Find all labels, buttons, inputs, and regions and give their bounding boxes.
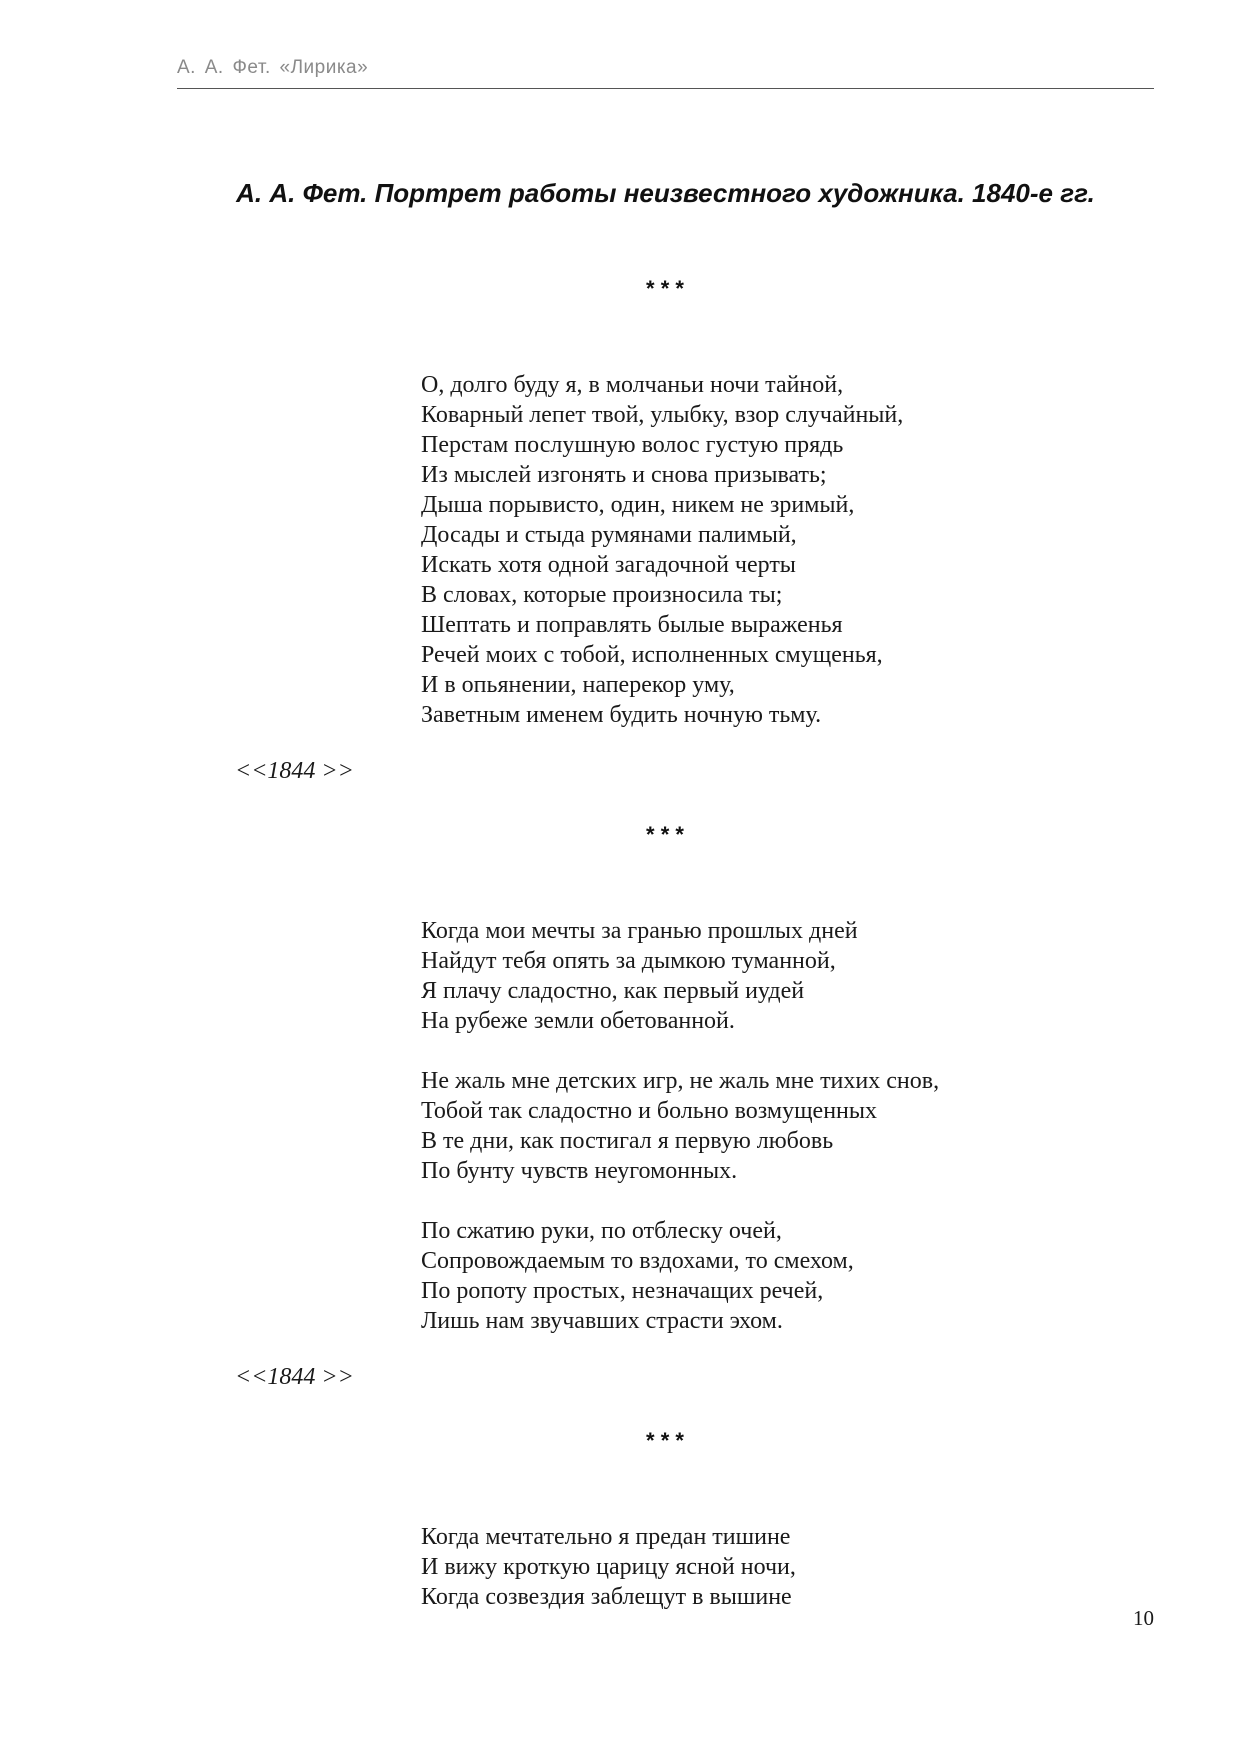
poem-line: По сжатию руки, по отблеску очей, — [421, 1218, 782, 1244]
running-header: А. А. Фет. «Лирика» — [177, 57, 369, 78]
poem-line: По бунту чувств неугомонных. — [421, 1158, 738, 1184]
poem-line: И в опьянении, наперекор уму, — [421, 672, 735, 698]
poem-3-separator: * * * — [646, 1428, 684, 1453]
poem-line: Перстам послушную волос густую прядь — [421, 432, 844, 458]
poem-line: Когда мои мечты за гранью прошлых дней — [421, 918, 858, 944]
poem-1 — [421, 370, 903, 730]
poem-line: Шептать и поправлять былые выраженья — [421, 612, 843, 638]
poem-line: Искать хотя одной загадочной черты — [421, 552, 796, 578]
header-rule — [177, 88, 1154, 89]
poem-line: По ропоту простых, незначащих речей, — [421, 1278, 824, 1304]
poem-line: Тобой так сладостно и больно возмущенных — [421, 1098, 878, 1124]
stanza-gap — [421, 1036, 939, 1066]
poem-line: Коварный лепет твой, улыбку, взор случайный, — [421, 402, 904, 428]
poem-1-separator: * * * — [646, 276, 684, 301]
poem-line: Найдут тебя опять за дымкою туманной, — [421, 948, 836, 974]
stanza-gap — [421, 1186, 939, 1216]
poem-line: Лишь нам звучавших страсти эхом. — [421, 1308, 783, 1334]
poem-2 — [421, 916, 939, 1336]
poem-1-date: <<1844 >> — [235, 758, 354, 784]
poem-2-separator: * * * — [646, 822, 684, 847]
poem-line: Досады и стыда румянами палимый, — [421, 522, 797, 548]
poem-line: Из мыслей изгонять и снова призывать; — [421, 462, 827, 488]
poem-2-date: <<1844 >> — [235, 1364, 354, 1390]
poem-line: Сопровождаемым то вздохами, то смехом, — [421, 1248, 854, 1274]
poem-line: Дыша порывисто, один, никем не зримый, — [421, 492, 855, 518]
poem-line: Не жаль мне детских игр, не жаль мне тихих снов, — [421, 1068, 940, 1094]
portrait-caption: А. А. Фет. Портрет работы неизвестного художника. 1840-е гг. — [236, 178, 1095, 208]
page-number: 10 — [1133, 1606, 1154, 1630]
poem-line: И вижу кроткую царицу ясной ночи, — [421, 1554, 796, 1580]
poem-line: О, долго буду я, в молчаньи ночи тайной, — [421, 372, 844, 398]
poem-line: Когда мечтательно я предан тишине — [421, 1524, 791, 1550]
poem-line: Заветным именем будить ночную тьму. — [421, 702, 822, 728]
poem-line: В словах, которые произносила ты; — [421, 582, 783, 608]
poem-3 — [421, 1522, 796, 1612]
poem-line: Речей моих с тобой, исполненных смущенья, — [421, 642, 883, 668]
poem-line: Я плачу сладостно, как первый иудей — [421, 978, 805, 1004]
poem-line: Когда созвездия заблещут в вышине — [421, 1584, 792, 1610]
poem-line: В те дни, как постигал я первую любовь — [421, 1128, 834, 1154]
poem-line: На рубеже земли обетованной. — [421, 1008, 735, 1034]
